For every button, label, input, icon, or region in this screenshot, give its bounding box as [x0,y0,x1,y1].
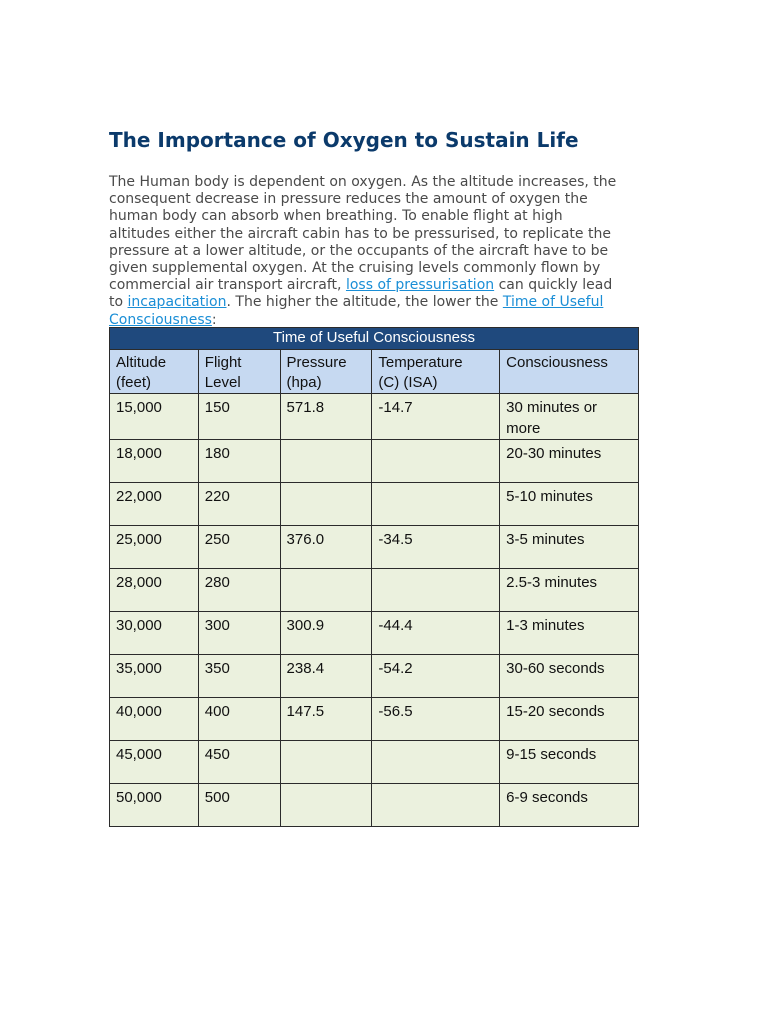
table-row [110,569,639,612]
tuc-table [109,327,639,827]
pressure-cell: 571.8 [280,394,372,440]
header-line: Flight [204,354,242,371]
flight-level-cell: 280 [198,569,280,612]
temperature-cell [372,483,500,526]
altitude-cell: 28,000 [110,569,199,612]
altitude-cell: 35,000 [110,655,199,698]
pressure-cell [280,483,372,526]
table-row [110,394,639,440]
header-line: (hpa) [286,374,322,391]
link-time-of-useful-consciousness[interactable]: Time of Useful [502,294,604,311]
pressure-cell: 238.4 [280,655,372,698]
table-caption: Time of Useful Consciousness [110,328,639,350]
altitude-cell: 15,000 [110,394,199,440]
flight-level-cell: 450 [198,741,280,784]
header-line: Pressure [286,354,347,371]
header-line: (feet) [116,374,152,391]
link-incapacitation[interactable]: incapacitation [127,294,227,311]
temperature-cell [372,569,500,612]
consciousness-cell: 3-5 minutes [500,526,639,569]
table-row [110,483,639,526]
temperature-cell: -44.4 [372,612,500,655]
consciousness-cell: 15-20 seconds [500,698,639,741]
temperature-cell [372,440,500,483]
page-title: The Importance of Oxygen to Sustain Life [109,128,579,152]
temperature-cell: -34.5 [372,526,500,569]
temperature-cell: -14.7 [372,394,500,440]
pressure-cell [280,741,372,784]
link-loss-of-pressurisation[interactable]: loss of pressurisation [345,277,495,294]
text-fragment: . The higher the altitude, the lower the [226,294,503,311]
table-caption-row [110,328,639,350]
table-body [110,394,639,827]
text-fragment: commercial air transport aircraft, [109,277,346,294]
temperature-cell [372,784,500,827]
pressure-cell [280,440,372,483]
consciousness-cell: 30 minutes or more [500,394,639,440]
flight-level-cell: 400 [198,698,280,741]
consciousness-cell: 5-10 minutes [500,483,639,526]
link-time-of-useful-consciousness-cont[interactable]: Consciousness [109,311,212,328]
table-row [110,526,639,569]
flight-level-cell: 220 [198,483,280,526]
article-paragraph [109,174,654,329]
pressure-cell: 300.9 [280,612,372,655]
pressure-cell: 376.0 [280,526,372,569]
consciousness-cell: 20-30 minutes [500,440,639,483]
altitude-cell: 40,000 [110,698,199,741]
temperature-cell: -56.5 [372,698,500,741]
header-line: Temperature [378,354,463,371]
header-pressure [280,350,372,394]
pressure-cell [280,784,372,827]
temperature-cell [372,741,500,784]
header-line: Level [204,374,241,391]
paragraph-line [109,277,654,294]
paragraph-line: altitudes either the aircraft cabin has to be pressurised, to replicate the [109,225,611,242]
header-altitude [110,350,199,394]
pressure-cell: 147.5 [280,698,372,741]
text-fragment: can quickly lead [494,277,613,294]
table-row [110,655,639,698]
table-row [110,440,639,483]
flight-level-cell: 180 [198,440,280,483]
header-line: Altitude [116,354,167,371]
header-temperature [372,350,500,394]
header-line: (C) (ISA) [378,374,438,391]
table-row [110,741,639,784]
altitude-cell: 22,000 [110,483,199,526]
text-fragment: : [211,311,217,328]
altitude-cell: 18,000 [110,440,199,483]
table-row [110,784,639,827]
header-flight-level [198,350,280,394]
altitude-cell: 45,000 [110,741,199,784]
flight-level-cell: 250 [198,526,280,569]
header-consciousness [500,350,639,394]
consciousness-cell: 1-3 minutes [500,612,639,655]
table-row [110,698,639,741]
flight-level-cell: 350 [198,655,280,698]
flight-level-cell: 500 [198,784,280,827]
flight-level-cell: 150 [198,394,280,440]
altitude-cell: 30,000 [110,612,199,655]
consciousness-cell: 6-9 seconds [500,784,639,827]
temperature-cell: -54.2 [372,655,500,698]
table-header-row [110,350,639,394]
pressure-cell [280,569,372,612]
table-row [110,612,639,655]
consciousness-cell: 2.5-3 minutes [500,569,639,612]
altitude-cell: 50,000 [110,784,199,827]
paragraph-line: given supplemental oxygen. At the cruising levels commonly flown by [109,260,601,277]
paragraph-line: The Human body is dependent on oxygen. As the altitude increases, the [109,174,617,190]
consciousness-cell: 9-15 seconds [500,741,639,784]
paragraph-line: pressure at a lower altitude, or the occupants of the aircraft have to be [109,242,609,259]
altitude-cell: 25,000 [110,526,199,569]
text-fragment: to [109,294,128,311]
paragraph-line [109,294,654,311]
paragraph-line: consequent decrease in pressure reduces the amount of oxygen the [109,191,588,208]
consciousness-cell: 30-60 seconds [500,655,639,698]
paragraph-line: human body can absorb when breathing. To enable flight at high [109,208,563,225]
header-line: Consciousness [506,354,608,371]
flight-level-cell: 300 [198,612,280,655]
